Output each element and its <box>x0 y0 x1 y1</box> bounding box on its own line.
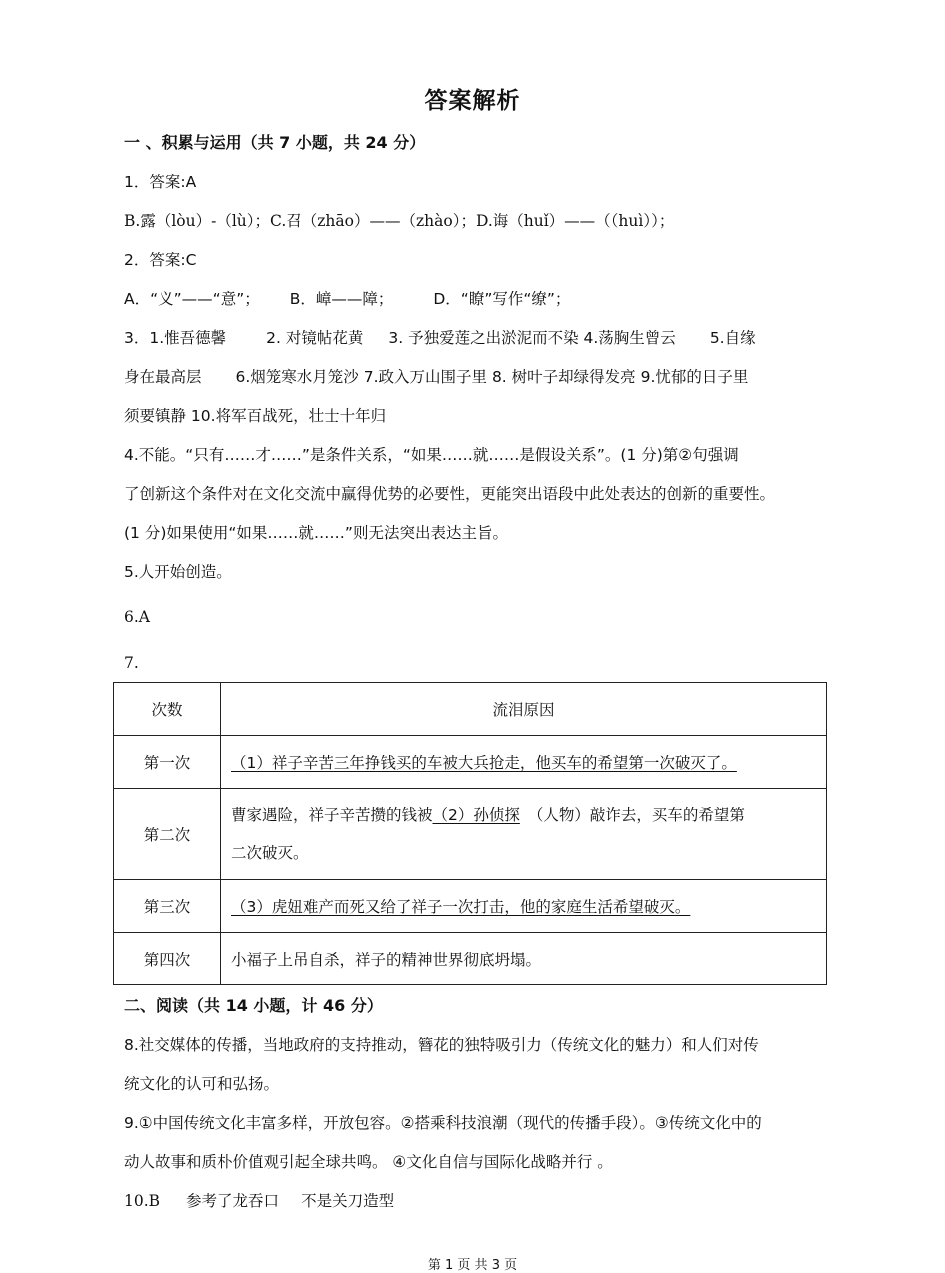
q5-answer: 5.人开始创造。 <box>124 563 232 581</box>
q3-item: 6.烟笼寒水月笼沙 7.政入万山围子里 8. 树叶子却绿得发亮 9.忧郁的日子里 <box>235 368 749 386</box>
table-row <box>114 736 827 789</box>
reason-text: （人物）敲诈去，买车的希望第 <box>527 806 745 824</box>
q10-point: 参考了龙吞口 <box>186 1192 280 1210</box>
q4-line-2: 了创新这个条件对在文化交流中赢得优势的必要性，更能突出语段中此处表达的创新的重要性。 <box>124 485 776 503</box>
reason-text: 曹家遇险，祥子辛苦攒的钱被 <box>231 806 433 824</box>
q3-line-3: 须要镇静 10.将军百战死，壮士十年归 <box>124 407 387 425</box>
table-cell-reason <box>221 880 827 933</box>
q1-explanation: B.露（lòu）-（lù）；C.召（zhāo）——（zhào）；D.诲（huǐ）——（（huì））； <box>124 212 675 230</box>
table-cell-count: 第一次 <box>114 736 221 789</box>
table-header-reason: 流泪原因 <box>221 683 827 736</box>
q9-line-2: 动人故事和质朴价值观引起全球共鸣。 ④文化自信与国际化战略并行 。 <box>124 1153 613 1171</box>
blank-answer-2: （2）孙侦探 <box>432 806 520 824</box>
table-cell-reason <box>221 736 827 789</box>
table-cell-count: 第二次 <box>114 789 221 880</box>
q3-item: 2. 对镜帖花黄 <box>266 329 364 347</box>
table-header-count: 次数 <box>114 683 221 736</box>
section-heading-1: 一 、积累与运用（共 7 小题，共 24 分） <box>124 133 426 152</box>
table-row <box>114 933 827 985</box>
section-heading-2: 二、阅读（共 14 小题，计 46 分） <box>124 996 383 1015</box>
page-footer: 第 1 页 共 3 页 <box>427 1258 518 1273</box>
q3-line-1 <box>124 327 756 349</box>
q4-line-1: 4.不能。“只有……才……”是条件关系，“如果……就……是假设关系”。(1 分)第②句强调 <box>124 446 739 464</box>
q4-line-3: (1 分)如果使用“如果……就……”则无法突出表达主旨。 <box>124 524 508 542</box>
q3-item: 3．1.惟吾德馨 <box>124 329 227 347</box>
q10-choice: 10.B <box>124 1192 161 1210</box>
q1-answer: 1．答案:A <box>124 173 197 191</box>
q2-explanation <box>124 288 570 310</box>
table-cell-reason: 小福子上吊自杀，祥子的精神世界彻底坍塌。 <box>221 933 827 985</box>
tears-reason-table <box>113 682 827 985</box>
table-row <box>114 789 827 880</box>
table-cell-reason <box>221 789 827 880</box>
q2-option-d: D．“瞭”写作“缭”； <box>433 290 571 308</box>
reason-text: 二次破灭。 <box>231 844 309 862</box>
q3-item: 3. 予独爱莲之出淤泥而不染 4.荡胸生曾云 <box>388 329 676 347</box>
q2-option-a: A．“义”——“意”； <box>124 290 260 308</box>
q3-line-2 <box>124 366 748 388</box>
table-row <box>114 880 827 933</box>
blank-answer-3: （3）虎妞难产而死又给了祥子一次打击，他的家庭生活希望破灭。 <box>231 898 691 916</box>
page-title: 答案解析 <box>424 88 521 114</box>
table-cell-count: 第四次 <box>114 933 221 985</box>
q9-line-1: 9.①中国传统文化丰富多样，开放包容。②搭乘科技浪潮（现代的传播手段）。③传统文化中的 <box>124 1114 762 1132</box>
table-cell-count: 第三次 <box>114 880 221 933</box>
q3-item: 身在最高层 <box>124 368 202 386</box>
q6-answer: 6.A <box>124 608 150 626</box>
blank-answer-1: （1）祥子辛苦三年挣钱买的车被大兵抢走，他买车的希望第一次破灭了。 <box>231 754 737 772</box>
q8-line-1: 8.社交媒体的传播，当地政府的支持推动，簪花的独特吸引力（传统文化的魅力）和人们对传 <box>124 1036 759 1054</box>
q8-line-2: 统文化的认可和弘扬。 <box>124 1075 280 1093</box>
q2-option-b: B．嶂——障； <box>289 290 394 308</box>
table-header-row <box>114 683 827 736</box>
q3-item: 5.自缘 <box>709 329 756 347</box>
q7-label: 7. <box>124 654 139 672</box>
q2-answer: 2．答案:C <box>124 251 197 269</box>
q10-point: 不是关刀造型 <box>301 1192 395 1210</box>
q10-answer <box>124 1190 394 1212</box>
